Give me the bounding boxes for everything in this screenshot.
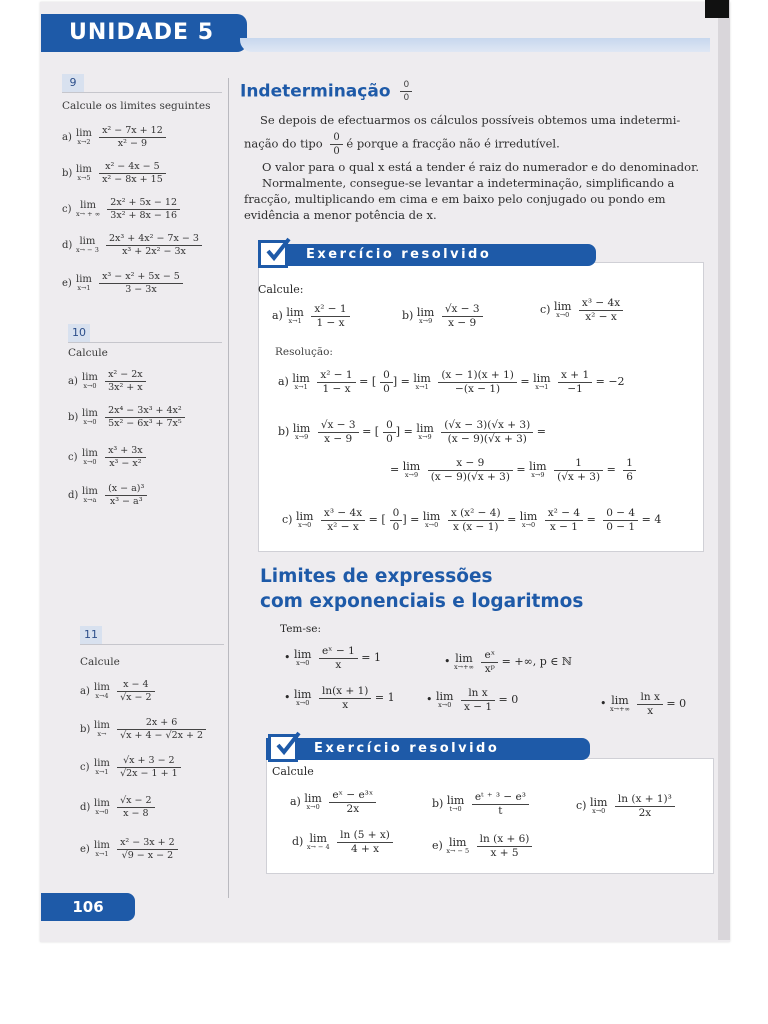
solved1-resolution-c: c) lim x→0 $\frac{\text{x³ − 4x}}{\text{x² − x}}$ = [ $\frac{0}{0}$ ] = lim x→0 $\frac{\text{x (x² − 4)}}{x (x - 1)}$ = lim x→0 $\frac{\text{x² − 4}}{x - 1}$ = $\frac{0 - 4}{0 - 1}$ = 4 [282, 507, 662, 533]
section1-paragraph2-line3: fracção, multiplicando em cima e em baixo pelo conjugado ou pondo em [244, 192, 666, 206]
section1-paragraph2-line1: O valor para o qual x está a tender é raiz do numerador e do denominador. [262, 160, 699, 174]
exercise-9-instruction: Calcule os limites seguintes [62, 100, 211, 112]
page-edge [718, 0, 730, 940]
solved1-resolution-b-line2: = lim x→9 $\frac{x - 9}{(x - 9)(√x + 3)}$ = lim x→9 $\frac{1}{(√x + 3)}$ = $\frac{1}{6}$ [390, 458, 636, 482]
solved1-question-c: c) lim x→0 $\frac{\text{x³ − 4x}}{\text{x² − x}}$ [540, 298, 623, 322]
section1-paragraph2-line4: evidência a menor potência de x. [244, 208, 437, 222]
exercise-9-number: 9 [62, 74, 84, 92]
exercise-11-e: e) lim x→1 $\frac{\text{x² − 3x + 2}}{√9 - x - 2}$ [80, 838, 178, 860]
section1-paragraph1-line2: nação do tipo $\frac{0}{0}$ é porque a fracção não é irredutível. [244, 132, 560, 157]
exercise-11-instruction: Calcule [80, 656, 120, 668]
solved2-item-d: d) lim x→ − 4 $\frac{\ln (5 + x)}{4 + x}$ [292, 830, 393, 854]
exercise-10-rule [68, 342, 222, 343]
exercise-11-d: d) lim x→0 $\frac{√x - 2}{x - 8}$ [80, 796, 155, 818]
unit-header-band [240, 38, 710, 52]
section1-paragraph2-line2: Normalmente, consegue-se levantar a indeterminação, simplificando a [262, 176, 675, 190]
exercise-11-b: b) lim x→ $\frac{2x + 6}{√x + 4 - √2x + 2}$ [80, 718, 206, 740]
exercise-11-rule [80, 644, 224, 645]
solved1-question-a: a) lim x→1 $\frac{\text{x² − 1}}{1 - x}$ [272, 304, 350, 328]
unit-title: UNIDADE 5 [41, 14, 247, 52]
solved2-item-e: e) lim x→ − 5 $\frac{\ln (x + 6)}{x + 5}$ [432, 834, 532, 858]
exercise-9-rule [62, 92, 222, 93]
exercise-11-number: 11 [80, 626, 102, 644]
exercise-9-c: c) lim x→ + ∞ $\frac{\text{2x² + 5x − 12}}{\text{3x² + 8x − 16}}$ [62, 198, 180, 220]
formula-exp-2: • lim x→+∞ $\frac{\text{eˣ}}{\text{xᵖ}}$ = +∞, p ∈ ℕ [444, 649, 572, 675]
exercise-10-c: c) lim x→0 $\frac{\text{x³ + 3x}}{\text{x³ − x²}}$ [68, 446, 146, 468]
exercise-9-d: d) lim x→ − 3 $\frac{\text{2x³ + 4x² − 7x − 3}}{\text{x³ + 2x² − 3x}}$ [62, 234, 202, 256]
dark-corner [705, 0, 729, 18]
exercise-10-a: a) lim x→0 $\frac{\text{x² − 2x}}{\text{3x² + x}}$ [68, 370, 146, 392]
exercise-10-instruction: Calcule [68, 347, 108, 359]
section1-paragraph1-line1: Se depois de efectuarmos os cálculos possíveis obtemos uma indetermi- [260, 113, 681, 127]
solved-exercise-1-bar: Exercício resolvido [258, 244, 596, 266]
check-icon [268, 734, 298, 762]
page-number: 106 [41, 893, 135, 921]
exercise-10-number: 10 [68, 324, 90, 342]
exercise-9-e: e) lim x→1 $\frac{\text{x³ − x² + 5x − 5}}{3 - 3x}$ [62, 272, 183, 294]
solved2-item-b: b) lim t→0 $\frac{\text{eᵗ ⁺ ³ − e³}}{t}$ [432, 792, 529, 816]
solved1-question-b: b) lim x→9 $\frac{√x - 3}{x - 9}$ [402, 304, 483, 328]
formula-exp-1: • lim x→0 $\frac{\text{eˣ − 1}}{x}$ = 1 [284, 645, 382, 671]
exercise-9-a: a) lim x→2 $\frac{\text{x² − 7x + 12}}{\text{x² − 9}}$ [62, 126, 166, 148]
exercise-11-c: c) lim x→1 $\frac{√x + 3 - 2}{√2x - 1 + 1}$ [80, 756, 181, 778]
exercise-10-d: d) lim x→a $\frac{\text{(x − a)³}}{\text{x³ − a³}}$ [68, 484, 147, 506]
solved1-resolution-a: a) lim x→1 $\frac{\text{x² − 1}}{1 - x}$ = [ $\frac{0}{0}$ ] = lim x→1 $\frac{(x - 1)(x + 1)}{-(x - 1)}$ = lim x→1 $\frac{x + 1}{-1}$ = −2 [278, 369, 625, 395]
section-title-limites-exponenciais: Limites de expressões com exponenciais e logaritmos [260, 566, 584, 612]
solved2-calcule: Calcule [272, 765, 314, 778]
section2-tem-se: Tem-se: [280, 623, 322, 635]
solved1-calcule: Calcule: [258, 283, 304, 296]
solved-exercise-2-bar: Exercício resolvido [266, 738, 590, 760]
column-divider [228, 78, 229, 898]
formula-log-3: • lim x→+∞ $\frac{\text{ln x}}{x}$ = 0 [600, 691, 687, 717]
solved1-resolution-b-line1: b) lim x→9 $\frac{√x - 3}{x - 9}$ = [ $\frac{0}{0}$ ] = lim x→9 $\frac{(√x - 3)(√x + 3)}{(x - 9)(√x + 3)}$ = [278, 419, 546, 445]
exercise-11-a: a) lim x→4 $\frac{x - 4}{√x - 2}$ [80, 680, 155, 702]
section-title-indeterminacao: Indeterminação $\frac{0}{0}$ [240, 80, 412, 103]
exercise-10-b: b) lim x→0 $\frac{\text{2x⁴ − 3x³ + 4x²}}{\text{5x² − 6x³ + 7x⁵}}$ [68, 406, 185, 428]
check-icon [258, 240, 288, 268]
solved2-item-c: c) lim x→0 $\frac{\text{ln (x + 1)³}}{2x}$ [576, 794, 675, 818]
exercise-9-b: b) lim x→5 $\frac{\text{x² − 4x − 5}}{\text{x² − 8x + 15}}$ [62, 162, 166, 184]
solved1-resolucao: Resolução: [275, 346, 333, 358]
formula-log-1: • lim x→0 $\frac{\ln(x + 1)}{x}$ = 1 [284, 685, 395, 711]
solved2-item-a: a) lim x→0 $\frac{\text{eˣ − e³ˣ}}{2x}$ [290, 790, 376, 814]
formula-log-2: • lim x→0 $\frac{\text{ln x}}{x - 1}$ = 0 [426, 687, 519, 713]
